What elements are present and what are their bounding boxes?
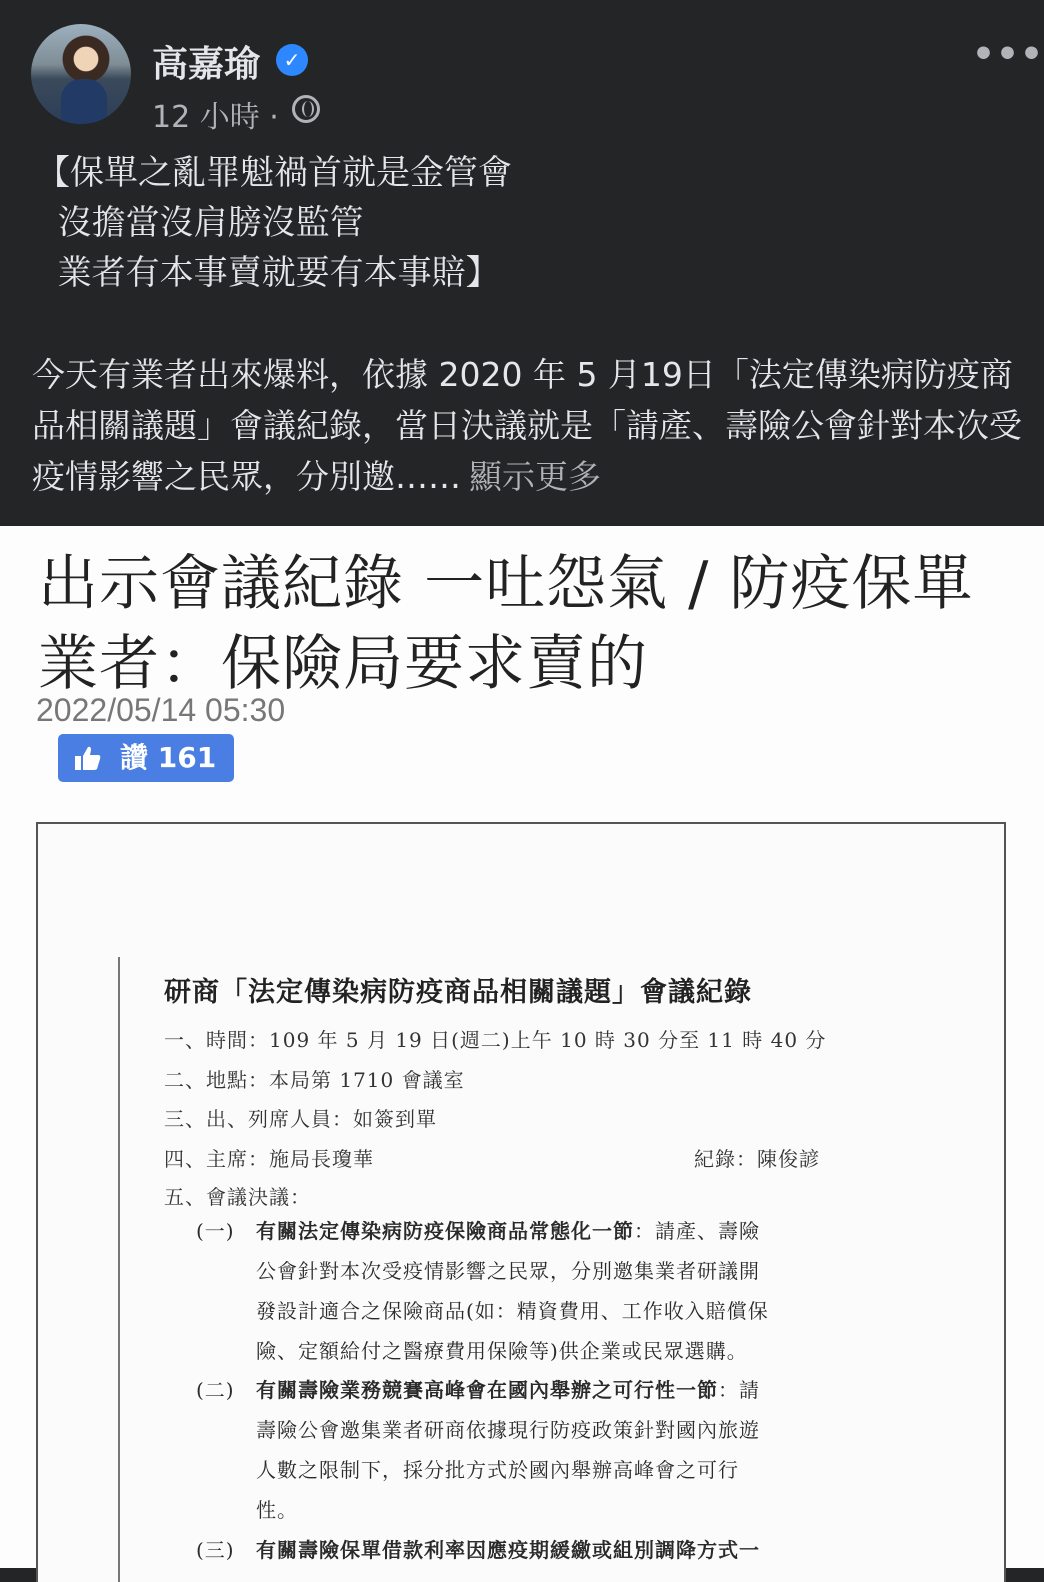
document-line-recorder: 紀錄：陳俊諺 bbox=[694, 1147, 820, 1171]
article-title-line2: 業者：保險局要求賣的 bbox=[38, 629, 648, 699]
post-body-text: 今天有業者出來爆料，依據 2020 年 5 月19日「法定傳染病防疫商品相關議題」會議紀錄，當日決議就是「請產、壽險公會針對本次受疫情影響之民眾，分別邀…… bbox=[32, 355, 1022, 496]
article-title-line1: 出示會議紀錄 一吐怨氣 / 防疫保單 bbox=[38, 549, 974, 619]
document-item-1-text: ：請產、壽險 公會針對本次受疫情影響之民眾，分別邀集業者研議開 發設計適合之保險商品(如：精資費用、工作收入賠償保 險、定額給付之醫療費用保險等)供企業或民眾選購。 bbox=[256, 1219, 769, 1363]
thumbs-up-icon bbox=[74, 744, 102, 772]
author-avatar[interactable] bbox=[31, 24, 131, 124]
article-title bbox=[38, 544, 973, 704]
document-item-3 bbox=[256, 1530, 760, 1570]
post-time[interactable]: 12 小時 bbox=[152, 100, 260, 135]
document-line-time: 一、時間：109 年 5 月 19 日(週二)上午 10 時 30 分至 11 時 40 分 bbox=[164, 1028, 827, 1052]
more-options-icon[interactable]: ••• bbox=[972, 34, 1044, 75]
document-line-place: 二、地點：本局第 1710 會議室 bbox=[164, 1068, 465, 1092]
like-button bbox=[58, 734, 234, 782]
document-title: 研商「法定傳染病防疫商品相關議題」會議紀錄 bbox=[164, 977, 752, 1008]
document-line-attendees: 三、出、列席人員：如簽到單 bbox=[164, 1107, 437, 1131]
document-line-chair: 四、主席：施局長瓊華 bbox=[164, 1147, 374, 1171]
post-header bbox=[0, 0, 1044, 526]
shared-image[interactable] bbox=[0, 526, 1044, 1568]
post-meta bbox=[152, 92, 279, 136]
author-name[interactable]: 高嘉瑜 bbox=[152, 44, 261, 85]
like-count: 讚 161 bbox=[120, 741, 217, 774]
document-item-2-heading: 有關壽險業務競賽高峰會在國內舉辦之可行性一節 bbox=[256, 1378, 718, 1402]
verified-badge-icon: ✓ bbox=[276, 44, 308, 76]
document-item-3-heading: 有關壽險保單借款利率因應疫期緩繳或組別調降方式一 bbox=[256, 1538, 760, 1562]
post-body bbox=[32, 349, 1022, 502]
document-item-2-label: (二) bbox=[196, 1378, 235, 1402]
document-item-3-label: (三) bbox=[196, 1538, 235, 1562]
document-margin-line bbox=[118, 957, 120, 1582]
document-item-2-text: ：請 壽險公會邀集業者研商依據現行防疫政策針對國內旅遊 人數之限制下，採分批方式於國內舉辦高峰會之可行 性。 bbox=[256, 1378, 760, 1522]
globe-icon bbox=[292, 95, 320, 123]
meta-separator: · bbox=[269, 100, 279, 135]
see-more-link[interactable]: 顯示更多 bbox=[469, 457, 601, 496]
post-headline: 【保單之亂罪魁禍首就是金管會 沒擔當沒肩膀沒監管 業者有本事賣就要有本事賠】 bbox=[36, 153, 512, 293]
meeting-minutes-document bbox=[36, 822, 1006, 1582]
document-item-1 bbox=[256, 1211, 769, 1371]
document-item-1-label: (一) bbox=[196, 1219, 235, 1243]
document-item-2 bbox=[256, 1370, 760, 1530]
article-date: 2022/05/14 05:30 bbox=[36, 692, 286, 728]
document-line-resolutions: 五、會議決議： bbox=[164, 1185, 311, 1209]
document-item-1-heading: 有關法定傳染病防疫保險商品常態化一節 bbox=[256, 1219, 634, 1243]
